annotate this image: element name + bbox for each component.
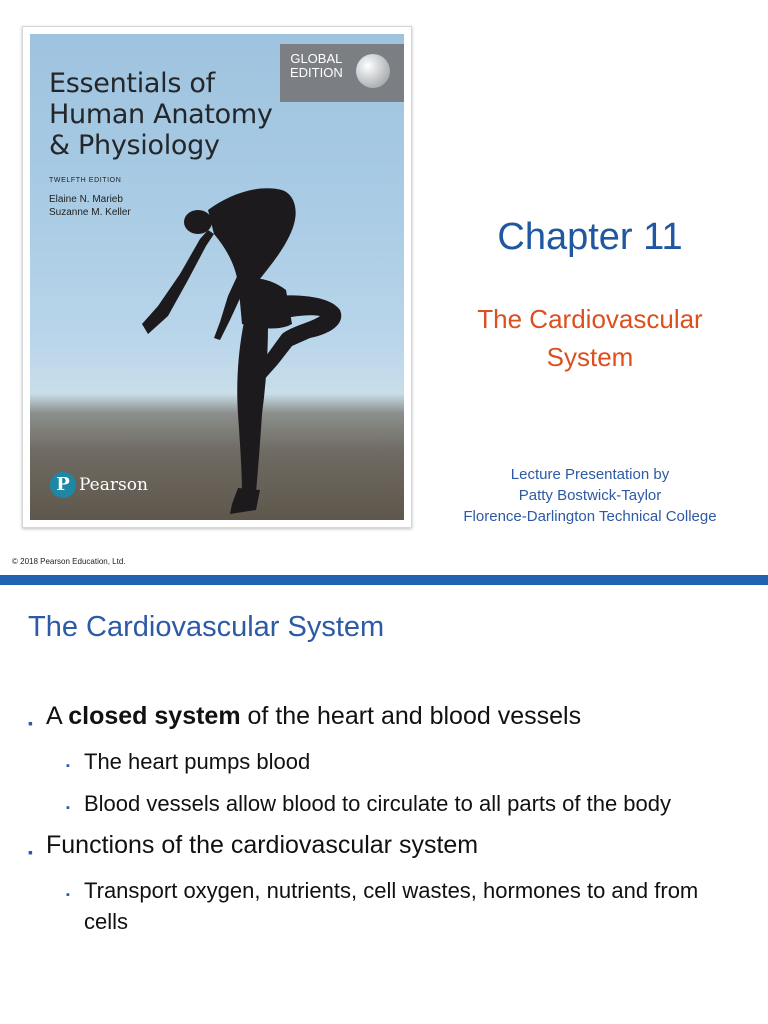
bullet-icon: ▪ [28,715,33,731]
bullet-text-post: of the heart and blood vessels [240,702,582,730]
sub-bullet-text: Transport oxygen, nutrients, cell wastes, hormones to and from cells [84,878,699,934]
global-edition-line: EDITION [290,65,343,80]
sub-bullet-text: Blood vessels allow blood to circulate to all parts of the body [84,791,671,816]
chapter-subtitle [412,300,768,376]
bullet-item [28,830,748,867]
sub-bullet-item [66,788,748,824]
publisher-name: Pearson [79,475,148,495]
book-cover [22,26,412,528]
sub-bullet-item [66,875,748,937]
bullet-text-pre: A [46,702,69,730]
book-author: Elaine N. Marieb [49,194,123,205]
global-edition-label [290,52,343,80]
bullet-text-bold: closed system [68,702,241,730]
bullet-item [28,701,748,738]
chapter-subtitle-line: System [546,342,634,372]
book-cover-image [30,34,404,520]
globe-icon [356,54,390,88]
bullet-icon: ▪ [66,760,70,772]
slide-divider [0,575,768,585]
book-title-line: Human Anatomy [49,99,273,130]
book-title-line: & Physiology [49,130,220,161]
copyright-notice: © 2018 Pearson Education, Ltd. [12,557,126,566]
global-edition-line: GLOBAL [290,51,343,66]
global-edition-banner [280,44,404,102]
chapter-subtitle-line: The Cardiovascular [477,304,703,334]
pearson-logo-icon: P [50,472,76,498]
book-author: Suzanne M. Keller [49,207,131,218]
pearson-logo [50,472,148,498]
book-title [49,68,273,161]
content-slide [0,585,768,1024]
bullet-icon: ▪ [28,844,33,860]
bullet-text [46,701,581,738]
lecture-credit-line: Patty Bostwick-Taylor [518,487,662,504]
slide-title: The Cardiovascular System [28,611,385,643]
sub-bullet-text: The heart pumps blood [84,749,311,774]
book-title-line: Essentials of [49,68,215,99]
bullet-list [28,701,748,943]
bullet-icon: ▪ [66,889,70,901]
sub-bullet-item [66,746,748,782]
lecture-credit-line: Florence-Darlington Technical College [463,508,717,525]
bullet-text: Functions of the cardiovascular system [46,831,479,859]
lecture-credits [412,464,768,527]
lecture-credit-line: Lecture Presentation by [510,466,670,483]
bullet-icon: ▪ [66,802,70,814]
book-edition: TWELFTH EDITION [49,177,122,184]
chapter-title: Chapter 11 [497,216,683,258]
